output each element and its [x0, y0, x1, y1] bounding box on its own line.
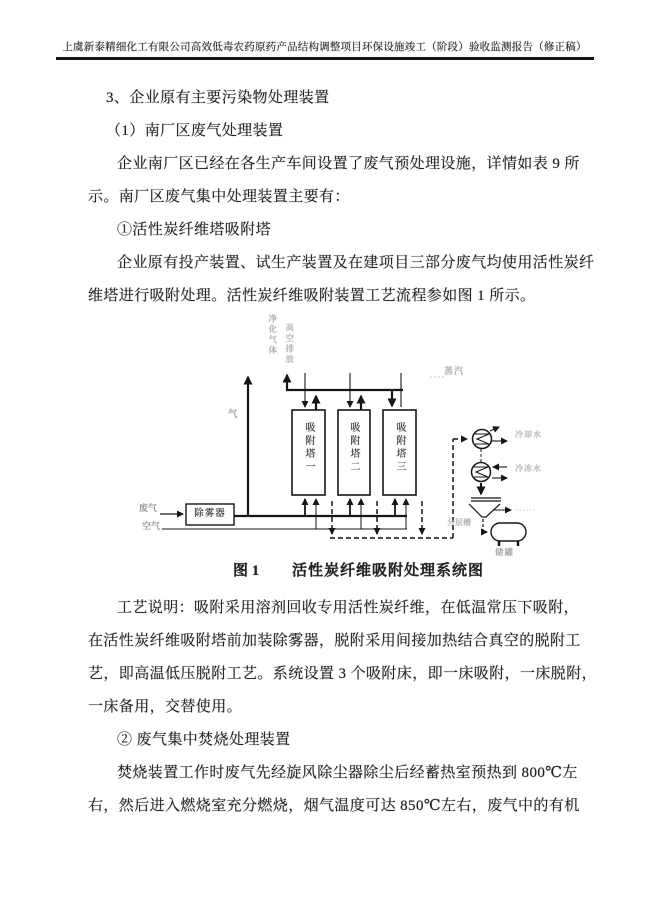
heading-item-1: ①活性炭纤维塔吸附塔 — [117, 222, 272, 238]
figure-1-diagram — [0, 310, 649, 562]
tower-2-label: 吸附塔二 — [348, 422, 359, 474]
text-block-bottom — [88, 592, 598, 823]
chilled-water-label: 冷冻水 — [515, 464, 542, 473]
heading-section-3: 3、企业原有主要污染物处理装置 — [106, 90, 330, 106]
paragraph-line: 一床备用，交替使用。 — [88, 699, 243, 715]
bypass-gas-label: 气 — [228, 410, 238, 420]
paragraph-line: 示。南厂区废气集中处理装置主要有： — [88, 189, 350, 205]
paragraph-line: 右，然后进入燃烧室充分燃烧，烟气温度可达 850℃左右，废气中的有机 — [88, 798, 580, 814]
tower-3-label: 吸附塔三 — [394, 422, 405, 474]
solvent-tank — [491, 523, 526, 541]
air-label: 空气 — [142, 521, 161, 531]
figure-caption-title: 活性炭纤维吸附处理系统图 — [292, 563, 485, 579]
vent-label-col2: 高空排放 — [284, 323, 295, 365]
tower-1-label: 吸附塔一 — [303, 422, 314, 474]
paragraph-line: 维塔进行吸附处理。活性炭纤维吸附装置工艺流程参如图 1 所示。 — [88, 288, 536, 304]
header-rule — [56, 57, 594, 60]
condenser-1 — [473, 430, 492, 449]
condenser-1-vent-arrow — [490, 427, 499, 431]
condenser-2 — [472, 463, 491, 482]
paragraph-line: 企业南厂区已经在各生产车间设置了废气预处理设施，详情如表 9 所 — [117, 156, 580, 172]
paragraph-line: 焚烧装置工作时废气先经旋风除尘器除尘后经蓄热室预热到 800℃左 — [117, 765, 578, 781]
paragraph-line: 在活性炭纤维吸附塔前加装除雾器，脱附采用间接加热结合真空的脱附工 — [88, 633, 581, 649]
text-block-top — [88, 82, 593, 313]
tank-label: 储罐 — [495, 547, 515, 557]
paragraph-line: 企业原有投产装置、试生产装置及在建项目三部分废气均使用活性炭纤 — [117, 255, 595, 271]
demister-label: 除雾器 — [194, 509, 226, 519]
paragraph-line: 工艺说明：吸附采用溶剂回收专用活性炭纤维，在低温常压下吸附， — [117, 600, 580, 616]
heading-item-2: ② 废气集中焚烧处理装置 — [117, 732, 291, 748]
tank-feed-line — [483, 519, 487, 532]
figure-caption-number: 图 1 — [233, 563, 260, 579]
heading-sub-1: （1）南厂区废气处理装置 — [106, 123, 284, 139]
cooling-water-label: 冷却水 — [515, 430, 542, 439]
waste-gas-label: 废气 — [139, 503, 158, 513]
page-header: 上虞新泰精细化工有限公司高效低毒农药原药产品结构调整项目环保设施竣工（阶段）验收监测报告（修正稿） — [62, 42, 587, 53]
paragraph-line: 艺，即高温低压脱附工艺。系统设置 3 个吸附床，即一床吸附，一床脱附， — [88, 666, 598, 682]
separator-label: 分层槽 — [447, 518, 471, 527]
vent-label-col1: 净化气体 — [267, 314, 278, 356]
process-flow-drawing — [0, 310, 649, 562]
steam-label: 蒸汽 — [444, 366, 465, 376]
